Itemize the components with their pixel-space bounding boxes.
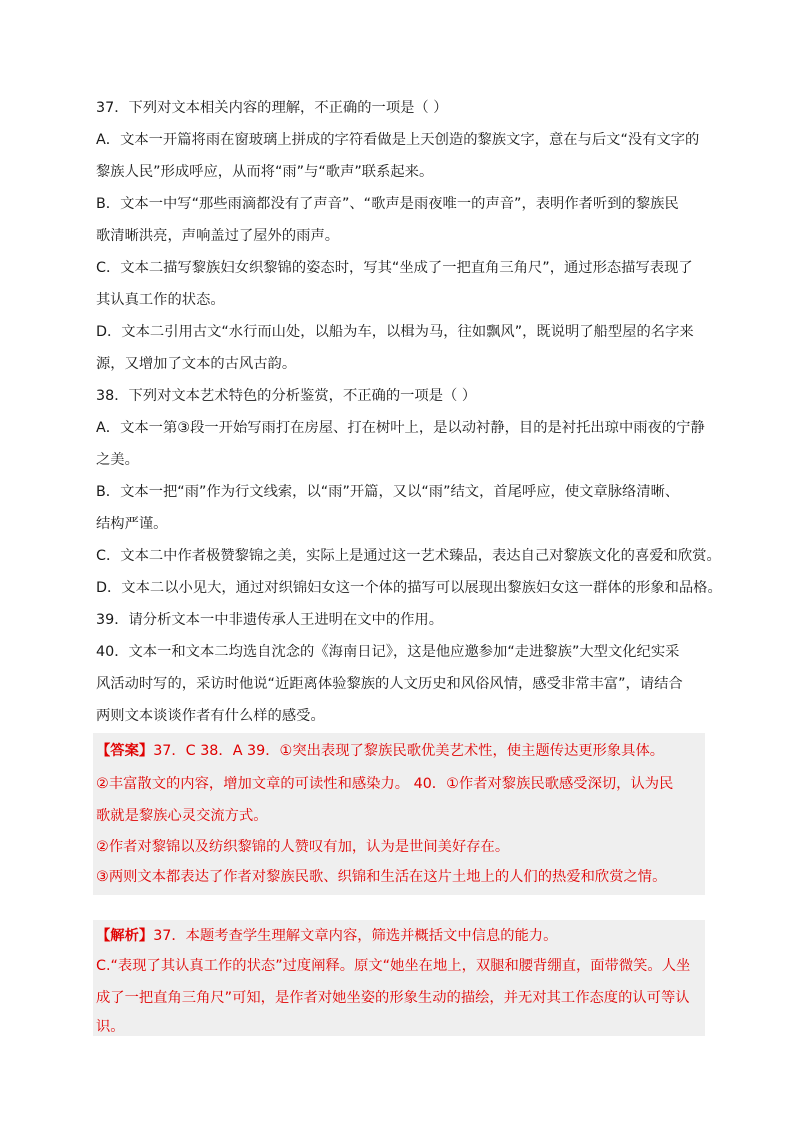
- option-d: D．文本二以小见大，通过对织锦妇女这一个体的描写可以展现出黎族妇女这一群体的形象和品格。: [96, 580, 722, 596]
- option-a-line-2: 黎族人民”形成呼应，从而将“雨”与“歌声”联系起来。: [96, 164, 434, 180]
- question-stem: 38．下列对文本艺术特色的分析鉴赏，不正确的一项是（ ）: [96, 388, 477, 404]
- option-b-line-2: 结构严谨。: [96, 516, 168, 532]
- analysis-line-2: C.“表现了其认真工作的状态”过度阐释。原文“她坐在地上，双腿和腰背绷直，面带微笑。人坐: [96, 958, 691, 974]
- analysis-line-3: 成了一把直角三角尺”可知，是作者对她坐姿的形象生动的描绘，并无对其工作态度的认可等认: [96, 990, 690, 1006]
- analysis-line-1: [96, 925, 557, 945]
- answer-line-1: [96, 740, 664, 760]
- question-40-line-3: 两则文本谈谈作者有什么样的感受。: [96, 708, 325, 724]
- question-39: 39．请分析文本一中非遗传承人王进明在文中的作用。: [96, 612, 444, 628]
- question-38: [96, 380, 722, 604]
- question-40-line-2: 风活动时写的，采访时他说“近距离体验黎族的人文历史和风俗风情，感受非常丰富”，请结合: [96, 676, 683, 692]
- answer-line-4: ②作者对黎锦以及纺织黎锦的人赞叹有加，认为是世间美好存在。: [96, 839, 510, 855]
- option-b-line-1: B．文本一中写“那些雨滴都没有了声音”、“歌声是雨夜唯一的声音”，表明作者听到的黎族民: [96, 196, 679, 212]
- analysis-line-4: 识。: [96, 1019, 125, 1035]
- question-39-40: [96, 604, 706, 732]
- answer-tag: 【答案】: [96, 743, 154, 759]
- analysis-tag: 【解析】: [96, 928, 154, 944]
- question-37: [96, 92, 706, 380]
- option-c-line-2: 其认真工作的状态。: [96, 292, 225, 308]
- question-40-line-1: 40．文本一和文本二均选自沈念的《海南日记》，这是他应邀参加“走进黎族”大型文化纪实采: [96, 644, 680, 660]
- answer-line-2: ②丰富散文的内容，增加文章的可读性和感染力。 40．①作者对黎族民歌感受深切，认为民: [96, 776, 674, 792]
- answer-text-1: 37．C 38．A 39．①突出表现了黎族民歌优美艺术性，使主题传达更形象具体。: [153, 743, 665, 759]
- option-a-line-1: A．文本一开篇将雨在窗玻璃上拼成的字符看做是上天创造的黎族文字，意在与后文“没有文字的: [96, 132, 700, 148]
- question-stem: 37．下列对文本相关内容的理解，不正确的一项是（ ）: [96, 100, 448, 116]
- option-c-line-1: C．文本二描写黎族妇女织黎锦的姿态时，写其“坐成了一把直角三角尺”，通过形态描写表现了: [96, 260, 693, 276]
- answer-line-5: ③两则文本都表达了作者对黎族民歌、织锦和生活在这片土地上的人们的热爱和欣赏之情。: [96, 869, 667, 885]
- option-d-line-2: 源，又增加了文本的古风古韵。: [96, 356, 297, 372]
- option-b-line-2: 歌清晰洪亮，声响盖过了屋外的雨声。: [96, 228, 340, 244]
- analysis-text-1: 37．本题考查学生理解文章内容，筛选并概括文中信息的能力。: [153, 928, 558, 944]
- option-d-line-1: D．文本二引用古文“水行而山处，以船为车，以楫为马，往如飘风”，既说明了船型屋的名字来: [96, 324, 694, 340]
- option-c: C．文本二中作者极赞黎锦之美，实际上是通过这一艺术臻品，表达自己对黎族文化的喜爱和欣赏。: [96, 548, 721, 564]
- option-a-line-2: 之美。: [96, 452, 139, 468]
- option-b-line-1: B．文本一把“雨”作为行文线索，以“雨”开篇，又以“雨”结文，首尾呼应，使文章脉络清晰、: [96, 484, 680, 500]
- answer-line-3: 歌就是黎族心灵交流方式。: [96, 808, 268, 824]
- option-a-line-1: A．文本一第③段一开始写雨打在房屋、打在树叶上，是以动衬静，目的是衬托出琼中雨夜的宁静: [96, 420, 705, 436]
